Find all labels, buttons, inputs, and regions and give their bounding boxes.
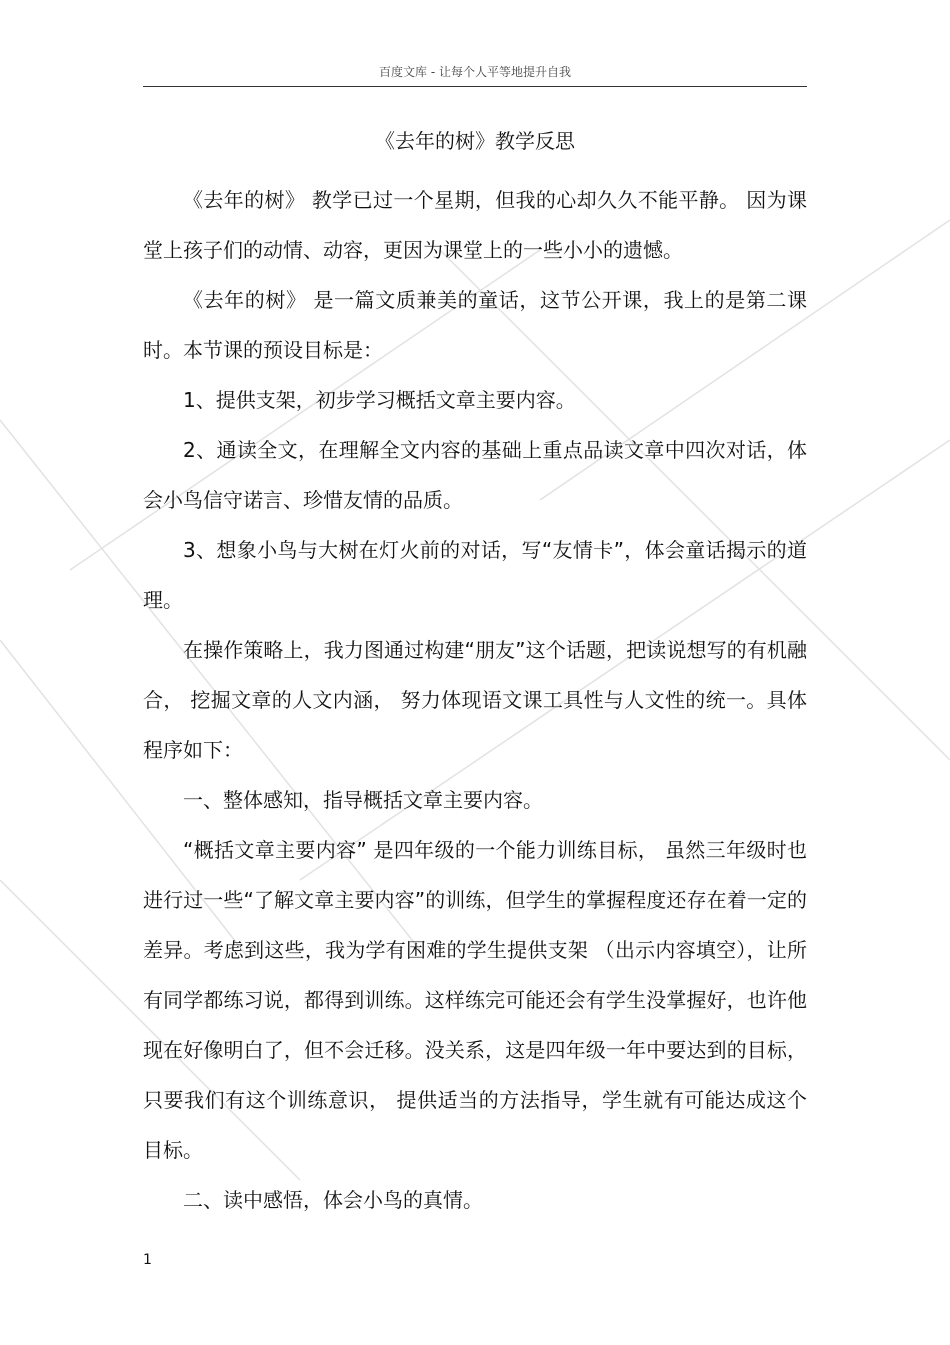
document-body bbox=[143, 175, 807, 1225]
page-number: 1 bbox=[143, 1252, 152, 1268]
paragraph: “概括文章主要内容” 是四年级的一个能力训练目标， 虽然三年级时也进行过一些“了解文章主要内容”的训练，但学生的掌握程度还存在着一定的差异。考虑到这些，我为学有困难的学生提供支架 （出示内容填空），让所有同学都练习说，都得到训练。这样练完可能还会有学生没掌握好，也许他现在好像明白了，但不会迁移。没关系，这是四年级一年中要达到的目标， 只要我们有这个训练意识， 提供适当的方法指导，学生就有可能达成这个目标。 bbox=[143, 838, 807, 1162]
paragraph: 2、通读全文，在理解全文内容的基础上重点品读文章中四次对话，体会小鸟信守诺言、珍惜友情的品质。 bbox=[143, 438, 807, 512]
paragraph: 1、提供支架，初步学习概括文章主要内容。 bbox=[183, 388, 576, 412]
paragraph: 《去年的树》 是一篇文质兼美的童话，这节公开课，我上的是第二课时。本节课的预设目标是： bbox=[143, 288, 807, 362]
page-header: 百度文库 - 让每个人平等地提升自我 bbox=[379, 65, 571, 79]
header-divider bbox=[143, 86, 807, 87]
section-heading: 二、读中感悟，体会小鸟的真情。 bbox=[183, 1188, 483, 1212]
document-title: 《去年的树》教学反思 bbox=[375, 129, 575, 153]
paragraph: 《去年的树》 教学已过一个星期，但我的心却久久不能平静。 因为课堂上孩子们的动情、动容，更因为课堂上的一些小小的遗憾。 bbox=[143, 188, 807, 262]
paragraph: 3、想象小鸟与大树在灯火前的对话，写“友情卡”，体会童话揭示的道理。 bbox=[143, 538, 807, 612]
section-heading: 一、整体感知，指导概括文章主要内容。 bbox=[183, 788, 543, 812]
paragraph: 在操作策略上，我力图通过构建“朋友”这个话题，把读说想写的有机融合， 挖掘文章的人文内涵， 努力体现语文课工具性与人文性的统一。具体程序如下： bbox=[143, 638, 807, 762]
